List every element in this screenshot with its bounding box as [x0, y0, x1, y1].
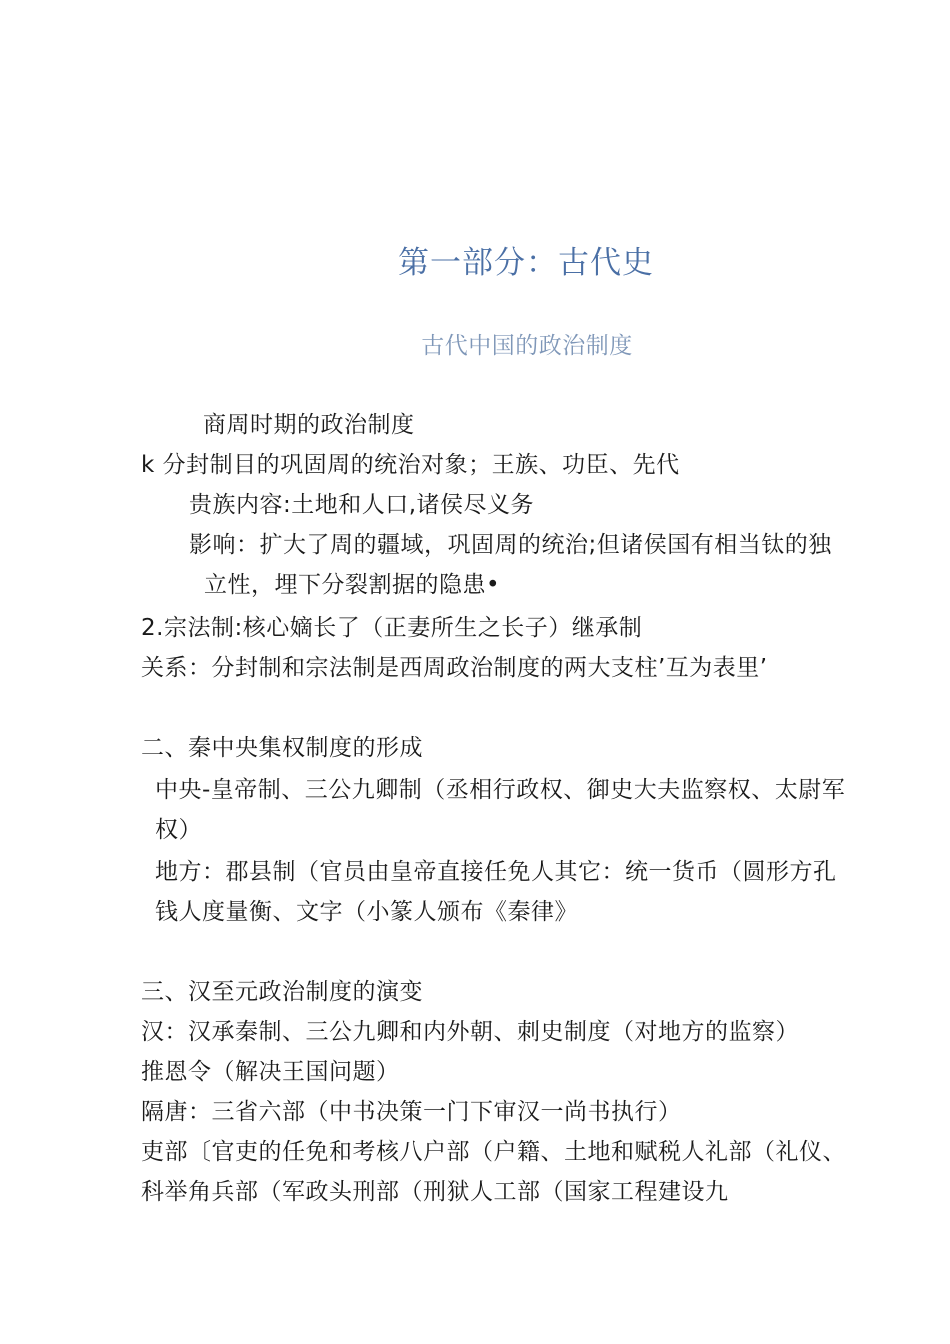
section-heading-qin: 二、秦中央集权制度的形成 [141, 735, 423, 761]
text-line-tuienling: 推恩令（解决王国问题） [141, 1059, 400, 1085]
text-line-keju: 科举角兵部（军政头刑部（刑狱人工部（国家工程建设九 [141, 1179, 729, 1205]
text-line-han: 汉：汉承秦制、三公九卿和内外朝、刺史制度（对地方的监察） [141, 1019, 799, 1045]
section-heading-shang-zhou: 商周时期的政治制度 [203, 412, 415, 438]
page-subtitle: 古代中国的政治制度 [421, 333, 633, 359]
text-line-zhongyang-cont: 权） [155, 817, 202, 843]
text-line-yingxiang-cont: 立性，埋下分裂割据的隐患• [204, 572, 501, 598]
text-line-difang: 地方：郡县制（官员由皇帝直接任免人其它：统一货币（圆形方孔 [155, 859, 837, 885]
text-line-yingxiang: 影响：扩大了周的疆域，巩固周的统治;但诸侯国有相当钛的独 [189, 532, 832, 558]
text-line-guizu: 贵族内容:土地和人口,诸侯尽义务 [189, 492, 535, 518]
text-line-zongfa: 2.宗法制:核心嫡长了（正妻所生之长子）继承制 [141, 615, 643, 641]
text-line-fenfeng: k 分封制目的巩固周的统治对象；王族、功臣、先代 [141, 452, 680, 478]
text-line-difang-cont: 钱人度量衡、文字（小篆人颁布《秦律》 [155, 899, 578, 925]
text-line-guanxi: 关系：分封制和宗法制是西周政治制度的两大支柱’互为表里’ [141, 655, 768, 681]
text-line-suitang: 隔唐：三省六部（中书决策一门下审汉一尚书执行） [141, 1099, 682, 1125]
page-title: 第一部分：古代史 [398, 245, 654, 281]
text-line-libu: 吏部〔官吏的任免和考核八户部（户籍、土地和赋税人礼部（礼仪、 [141, 1139, 846, 1165]
section-heading-han-yuan: 三、汉至元政治制度的演变 [141, 979, 423, 1005]
text-line-zhongyang: 中央-皇帝制、三公九卿制（丞相行政权、御史大夫监察权、太尉军 [155, 777, 846, 803]
